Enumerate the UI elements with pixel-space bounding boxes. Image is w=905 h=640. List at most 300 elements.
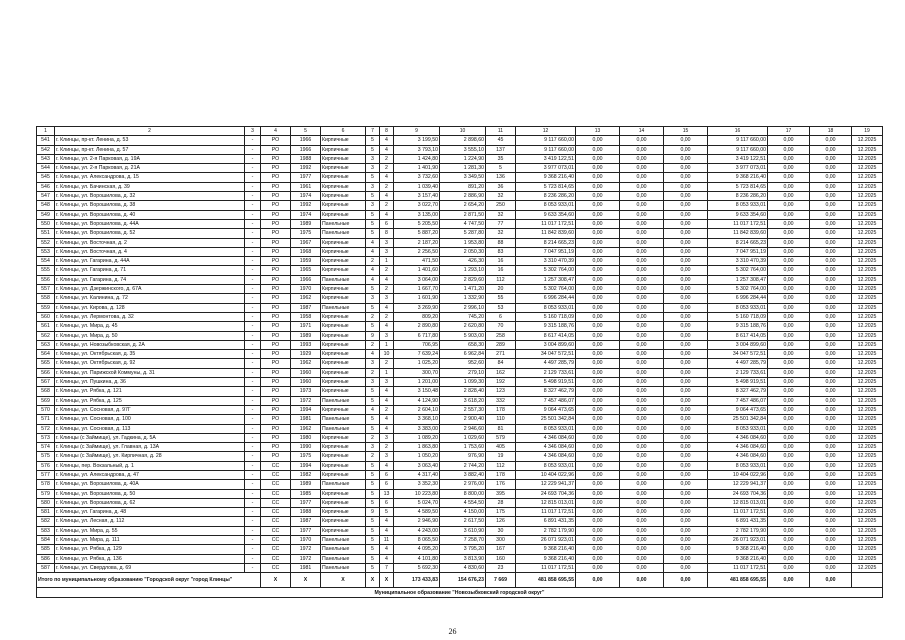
table-cell: 8 053 933,01 xyxy=(516,461,576,470)
table-row xyxy=(37,247,883,256)
table-cell: 12.2025 xyxy=(852,145,883,154)
table-cell: 1971 xyxy=(291,322,321,331)
table-cell: 258 xyxy=(486,331,516,340)
table-cell: 84 xyxy=(486,359,516,368)
table-cell: 471,50 xyxy=(394,257,440,266)
table-cell: 566 xyxy=(37,368,55,377)
table-cell: 11 842 839,60 xyxy=(516,229,576,238)
table-cell: 8 214 665,23 xyxy=(516,238,576,247)
table-cell: 0,00 xyxy=(664,136,708,145)
table-cell: 0,00 xyxy=(768,536,810,545)
table-cell: 560 xyxy=(37,312,55,321)
table-cell: 5 xyxy=(366,545,380,554)
table-cell: РО xyxy=(261,415,291,424)
table-cell: 976,90 xyxy=(440,452,486,461)
table-cell: 3 793,10 xyxy=(394,145,440,154)
table-cell: СС xyxy=(261,545,291,554)
table-cell: 0,00 xyxy=(810,517,852,526)
table-cell: 0,00 xyxy=(576,322,620,331)
table-cell: - xyxy=(245,498,261,507)
table-cell: - xyxy=(245,424,261,433)
table-cell: 279,10 xyxy=(440,368,486,377)
table-cell: 1 401,90 xyxy=(394,164,440,173)
table-cell: 12 229 941,37 xyxy=(516,480,576,489)
table-cell: 0,00 xyxy=(576,154,620,163)
table-cell: 12.2025 xyxy=(852,154,883,163)
table-cell: 2 976,00 xyxy=(440,480,486,489)
table-row xyxy=(37,275,883,284)
table-cell: г. Клинцы, ул. Гагарина, д. 74 xyxy=(55,275,245,284)
total-cell xyxy=(852,573,883,588)
table-cell: 2 129 733,61 xyxy=(516,368,576,377)
table-cell: 1 025,20 xyxy=(394,359,440,368)
table-cell: 583 xyxy=(37,526,55,535)
table-cell: 12.2025 xyxy=(852,415,883,424)
table-cell: 5 xyxy=(380,508,394,517)
table-cell: 0,00 xyxy=(576,238,620,247)
table-cell: 0,00 xyxy=(576,489,620,498)
table-cell: 1929 xyxy=(291,350,321,359)
table-cell: 1970 xyxy=(291,285,321,294)
table-cell: г. Клинцы, ул. Пушкина, д. 36 xyxy=(55,378,245,387)
table-cell: 541 xyxy=(37,136,55,145)
table-cell: 1962 xyxy=(291,359,321,368)
table-cell: 3 xyxy=(380,433,394,442)
table-cell: Панельные xyxy=(321,396,366,405)
table-cell: г. Клинцы, ул. Александрова, д. 47 xyxy=(55,470,245,479)
table-cell: 4 497 285,79 xyxy=(708,359,768,368)
table-cell: 582 xyxy=(37,517,55,526)
table-cell: 11 017 172,51 xyxy=(708,563,768,572)
table-cell: 571 xyxy=(37,415,55,424)
table-cell: 0,00 xyxy=(576,285,620,294)
table-cell: г. Клинцы, ул. Ворошилова, д. 38 xyxy=(55,201,245,210)
table-cell: 0,00 xyxy=(576,303,620,312)
table-row xyxy=(37,340,883,349)
table-cell: - xyxy=(245,275,261,284)
table-cell: 0,00 xyxy=(620,229,664,238)
table-cell: 6 xyxy=(380,480,394,489)
table-cell: 0,00 xyxy=(620,350,664,359)
table-cell: РО xyxy=(261,452,291,461)
table-cell: г. Клинцы, ул. Парижской Коммуны, д. 31 xyxy=(55,368,245,377)
table-cell: 0,00 xyxy=(810,498,852,507)
table-cell: 0,00 xyxy=(620,452,664,461)
table-cell: 5 xyxy=(366,498,380,507)
table-cell: г. Клинцы (с Займище), ул. Кирпичная, д. 28 xyxy=(55,452,245,461)
table-row xyxy=(37,182,883,191)
table-cell: 12.2025 xyxy=(852,517,883,526)
table-cell: 12.2025 xyxy=(852,508,883,517)
table-cell: 1965 xyxy=(291,266,321,275)
table-cell: 4 346 084,60 xyxy=(708,433,768,442)
column-header-11: 11 xyxy=(486,127,516,136)
table-cell: 2 xyxy=(380,154,394,163)
table-cell: 12.2025 xyxy=(852,443,883,452)
table-cell: 546 xyxy=(37,182,55,191)
table-cell: Панельные xyxy=(321,424,366,433)
total-cell: 0,00 xyxy=(620,573,664,588)
table-cell: - xyxy=(245,443,261,452)
table-cell: 12.2025 xyxy=(852,322,883,331)
table-cell: 0,00 xyxy=(768,498,810,507)
table-cell: 12.2025 xyxy=(852,275,883,284)
table-cell: Панельные xyxy=(321,545,366,554)
table-cell: 0,00 xyxy=(768,387,810,396)
table-cell: - xyxy=(245,508,261,517)
table-cell: г. Клинцы, ул. Дзержинского, д. 67А xyxy=(55,285,245,294)
table-cell: 12.2025 xyxy=(852,350,883,359)
column-number-header-row xyxy=(37,127,883,136)
table-cell: 6 717,80 xyxy=(394,331,440,340)
table-cell: 2 xyxy=(366,452,380,461)
table-cell: 1972 xyxy=(291,396,321,405)
table-cell: 5 xyxy=(366,145,380,154)
table-cell: 0,00 xyxy=(576,359,620,368)
table-cell: 0,00 xyxy=(620,303,664,312)
table-cell: 0,00 xyxy=(768,545,810,554)
table-cell: 32 xyxy=(486,229,516,238)
table-cell: 1987 xyxy=(291,303,321,312)
table-cell: 1962 xyxy=(291,294,321,303)
column-header-14: 14 xyxy=(620,127,664,136)
table-cell: 11 842 839,60 xyxy=(708,229,768,238)
table-cell: 3 269,90 xyxy=(394,303,440,312)
table-cell: 2 828,40 xyxy=(440,387,486,396)
table-cell: 3 xyxy=(366,201,380,210)
table-cell: 0,00 xyxy=(768,359,810,368)
table-cell: 2 xyxy=(366,312,380,321)
table-cell: - xyxy=(245,554,261,563)
table-cell: - xyxy=(245,145,261,154)
table-cell: 7 639,24 xyxy=(394,350,440,359)
column-header-18: 18 xyxy=(810,127,852,136)
table-cell: 8 236 286,20 xyxy=(516,192,576,201)
table-cell: Панельные xyxy=(321,303,366,312)
table-cell: - xyxy=(245,470,261,479)
table-cell: 2 xyxy=(380,359,394,368)
table-cell: 5 903,00 xyxy=(440,331,486,340)
table-cell: - xyxy=(245,461,261,470)
table-cell: 6 891 431,35 xyxy=(516,517,576,526)
table-cell: 5 xyxy=(366,229,380,238)
table-cell: 0,00 xyxy=(664,285,708,294)
table-cell: СС xyxy=(261,480,291,489)
table-cell: 0,00 xyxy=(664,517,708,526)
table-cell: 83 xyxy=(486,247,516,256)
table-cell: 2 744,20 xyxy=(440,461,486,470)
table-row xyxy=(37,526,883,535)
table-cell: 1993 xyxy=(291,340,321,349)
table-cell: 2 xyxy=(366,257,380,266)
table-cell: 0,00 xyxy=(810,424,852,433)
table-cell: 0,00 xyxy=(768,526,810,535)
table-cell: 1974 xyxy=(291,210,321,219)
table-cell: 5 xyxy=(486,164,516,173)
table-cell: 5 723 814,65 xyxy=(516,182,576,191)
table-cell: 580 xyxy=(37,498,55,507)
table-cell: СС xyxy=(261,563,291,572)
table-cell: 19 xyxy=(486,452,516,461)
table-cell: 3 419 122,51 xyxy=(516,154,576,163)
table-cell: - xyxy=(245,331,261,340)
table-cell: 1992 xyxy=(291,164,321,173)
table-cell: 0,00 xyxy=(664,433,708,442)
table-cell: - xyxy=(245,182,261,191)
column-header-10: 10 xyxy=(440,127,486,136)
table-cell: 1 601,90 xyxy=(394,294,440,303)
table-cell: 4 101,80 xyxy=(394,554,440,563)
table-cell: 0,00 xyxy=(810,340,852,349)
table-cell: 0,00 xyxy=(810,396,852,405)
table-cell: Кирпичные xyxy=(321,452,366,461)
table-cell: СС xyxy=(261,489,291,498)
table-cell: 2 946,60 xyxy=(440,424,486,433)
table-cell: 6 xyxy=(380,498,394,507)
table-cell: 0,00 xyxy=(576,443,620,452)
table-cell: 11 017 172,51 xyxy=(708,219,768,228)
table-cell: 0,00 xyxy=(620,182,664,191)
table-cell: 2 557,30 xyxy=(440,405,486,414)
table-cell: 34 047 572,51 xyxy=(516,350,576,359)
table-row xyxy=(37,331,883,340)
table-cell: 1966 xyxy=(291,145,321,154)
table-cell: 2 xyxy=(380,201,394,210)
table-cell: 12.2025 xyxy=(852,461,883,470)
table-cell: 0,00 xyxy=(768,480,810,489)
table-cell: 0,00 xyxy=(620,498,664,507)
table-cell: г. Клинцы, ул. Мира, д. 45 xyxy=(55,322,245,331)
table-cell: 12.2025 xyxy=(852,164,883,173)
table-cell: 0,00 xyxy=(810,452,852,461)
column-header-5: 5 xyxy=(291,127,321,136)
table-cell: 5 692,30 xyxy=(394,563,440,572)
table-cell: 544 xyxy=(37,164,55,173)
table-cell: 0,00 xyxy=(768,461,810,470)
table-cell: - xyxy=(245,378,261,387)
table-cell: 4 xyxy=(380,415,394,424)
table-row xyxy=(37,229,883,238)
table-cell: 12.2025 xyxy=(852,480,883,489)
table-cell: 0,00 xyxy=(768,275,810,284)
table-cell: 300,70 xyxy=(394,368,440,377)
table-cell: 8 053 933,01 xyxy=(708,424,768,433)
table-cell: 3 795,20 xyxy=(440,545,486,554)
table-cell: 2 604,10 xyxy=(394,405,440,414)
table-cell: 0,00 xyxy=(810,378,852,387)
table-cell: 112 xyxy=(486,461,516,470)
table-cell: Кирпичные xyxy=(321,192,366,201)
table-cell: 0,00 xyxy=(810,294,852,303)
table-cell: 4 150,00 xyxy=(440,508,486,517)
table-cell: 1972 xyxy=(291,554,321,563)
table-row xyxy=(37,303,883,312)
table-row xyxy=(37,415,883,424)
table-cell: 2 xyxy=(380,164,394,173)
table-cell: 1989 xyxy=(291,219,321,228)
table-cell: 0,00 xyxy=(620,526,664,535)
table-row xyxy=(37,461,883,470)
total-cell: X xyxy=(291,573,321,588)
table-cell: 192 xyxy=(486,378,516,387)
table-row xyxy=(37,238,883,247)
table-cell: 3 555,10 xyxy=(440,145,486,154)
table-cell: 552 xyxy=(37,238,55,247)
table-cell: 0,00 xyxy=(576,145,620,154)
table-cell: 3 xyxy=(366,164,380,173)
table-cell: 553 xyxy=(37,247,55,256)
table-cell: 2 187,20 xyxy=(394,238,440,247)
table-cell: г. Клинцы, ул. Лермонтова, д. 32 xyxy=(55,312,245,321)
table-cell: 1987 xyxy=(291,517,321,526)
table-cell: 1992 xyxy=(291,201,321,210)
table-cell: 0,00 xyxy=(576,415,620,424)
table-row xyxy=(37,145,883,154)
table-cell: 1 xyxy=(380,368,394,377)
table-cell: РО xyxy=(261,247,291,256)
table-cell: 12.2025 xyxy=(852,247,883,256)
table-cell: 0,00 xyxy=(768,368,810,377)
table-cell: 8 053 933,01 xyxy=(708,461,768,470)
table-cell: 2 871,50 xyxy=(440,210,486,219)
table-cell: г. Клинцы, ул. Калинина, д. 72 xyxy=(55,294,245,303)
column-header-19: 19 xyxy=(852,127,883,136)
table-cell: РО xyxy=(261,136,291,145)
table-row xyxy=(37,378,883,387)
table-cell: 0,00 xyxy=(576,164,620,173)
table-cell: 12.2025 xyxy=(852,563,883,572)
table-cell: Кирпичные xyxy=(321,145,366,154)
table-cell: 0,00 xyxy=(664,563,708,572)
table-cell: 0,00 xyxy=(664,405,708,414)
table-cell: г. Клинцы, ул. Ворошилова, д. 32 xyxy=(55,192,245,201)
table-cell: 0,00 xyxy=(768,266,810,275)
table-cell: 4 xyxy=(380,545,394,554)
total-cell: 0,00 xyxy=(810,573,852,588)
table-cell: г. Клинцы, ул. 2-я Парковая, д. 21А xyxy=(55,164,245,173)
table-cell: 5 xyxy=(366,192,380,201)
table-cell: 24 693 704,36 xyxy=(516,489,576,498)
table-cell: 7 258,70 xyxy=(440,536,486,545)
table-cell: Кирпичные xyxy=(321,266,366,275)
table-cell: Панельные xyxy=(321,229,366,238)
table-cell: 0,00 xyxy=(576,266,620,275)
table-cell: 24 693 704,36 xyxy=(708,489,768,498)
table-cell: 136 xyxy=(486,173,516,182)
table-cell: 0,00 xyxy=(620,285,664,294)
table-cell: РО xyxy=(261,219,291,228)
table-row xyxy=(37,164,883,173)
table-cell: 8 214 665,23 xyxy=(708,238,768,247)
table-cell: 12 815 013,01 xyxy=(516,498,576,507)
table-cell: РО xyxy=(261,443,291,452)
table-cell: 1 401,60 xyxy=(394,266,440,275)
table-cell: 0,00 xyxy=(768,433,810,442)
table-cell: РО xyxy=(261,340,291,349)
table-cell: 6 996 284,44 xyxy=(708,294,768,303)
column-header-12: 12 xyxy=(516,127,576,136)
table-cell: 5 498 919,51 xyxy=(708,378,768,387)
table-cell: 0,00 xyxy=(664,303,708,312)
table-cell: 4 xyxy=(366,266,380,275)
table-cell: 12.2025 xyxy=(852,210,883,219)
table-cell: 0,00 xyxy=(810,136,852,145)
table-cell: 8 617 414,05 xyxy=(708,331,768,340)
table-cell: 3 xyxy=(380,247,394,256)
table-cell: 0,00 xyxy=(576,192,620,201)
table-cell: 5 287,80 xyxy=(440,229,486,238)
table-cell: РО xyxy=(261,229,291,238)
table-cell: 1 201,00 xyxy=(394,378,440,387)
table-row xyxy=(37,350,883,359)
total-cell: X xyxy=(321,573,366,588)
table-cell: 12.2025 xyxy=(852,238,883,247)
table-cell: 0,00 xyxy=(810,563,852,572)
table-cell: 3 xyxy=(380,378,394,387)
table-cell: 0,00 xyxy=(664,424,708,433)
table-cell: 1 332,90 xyxy=(440,294,486,303)
table-cell: 4 589,50 xyxy=(394,508,440,517)
table-cell: 5 xyxy=(366,303,380,312)
total-cell: 173 433,83 xyxy=(394,573,440,588)
table-cell: 0,00 xyxy=(664,331,708,340)
table-cell: 0,00 xyxy=(664,480,708,489)
table-cell: г. Клинцы, пр-кт. Ленина, д. 57 xyxy=(55,145,245,154)
table-cell: 0,00 xyxy=(576,517,620,526)
table-cell: 12.2025 xyxy=(852,285,883,294)
table-cell: 5 205,50 xyxy=(394,219,440,228)
table-cell: 8 053 933,01 xyxy=(708,303,768,312)
table-cell: 5 xyxy=(366,470,380,479)
table-cell: 2 617,50 xyxy=(440,517,486,526)
table-cell: Кирпичные xyxy=(321,461,366,470)
table-cell: 5 xyxy=(366,489,380,498)
table-cell: 0,00 xyxy=(576,173,620,182)
table-cell: 25 501 342,84 xyxy=(708,415,768,424)
table-cell: 0,00 xyxy=(620,554,664,563)
table-cell: - xyxy=(245,415,261,424)
table-cell: 0,00 xyxy=(810,229,852,238)
table-cell: 0,00 xyxy=(768,182,810,191)
table-cell: 12.2025 xyxy=(852,536,883,545)
table-cell: 9 368 216,40 xyxy=(516,173,576,182)
table-cell: 6 xyxy=(380,470,394,479)
table-cell: 0,00 xyxy=(810,285,852,294)
table-cell: - xyxy=(245,536,261,545)
table-cell: г. Клинцы, ул. Кирова, д. 128 xyxy=(55,303,245,312)
table-cell: 1 667,70 xyxy=(394,285,440,294)
section-title-row xyxy=(37,588,883,598)
table-cell: 548 xyxy=(37,201,55,210)
total-cell: 481 858 695,55 xyxy=(708,573,768,588)
table-cell: РО xyxy=(261,424,291,433)
table-cell: 0,00 xyxy=(664,340,708,349)
table-cell: 2 782 179,90 xyxy=(516,526,576,535)
table-cell: 568 xyxy=(37,387,55,396)
table-cell: 3 xyxy=(366,378,380,387)
table-cell: 0,00 xyxy=(664,536,708,545)
table-cell: 572 xyxy=(37,424,55,433)
table-cell: 0,00 xyxy=(810,238,852,247)
table-cell: 4 xyxy=(366,405,380,414)
table-cell: РО xyxy=(261,378,291,387)
table-cell: 0,00 xyxy=(620,210,664,219)
table-cell: 576 xyxy=(37,461,55,470)
table-cell: 0,00 xyxy=(810,192,852,201)
table-row xyxy=(37,173,883,182)
table-cell: 0,00 xyxy=(664,238,708,247)
table-cell: 5 302 764,00 xyxy=(516,285,576,294)
